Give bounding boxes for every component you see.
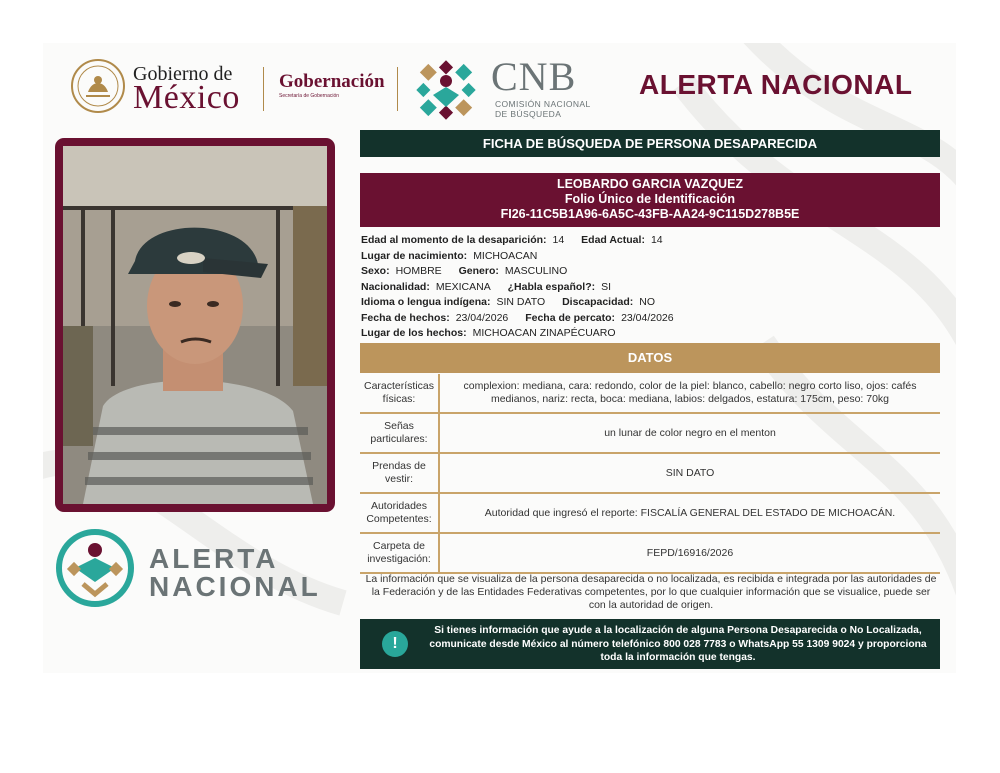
info-value: MICHOACAN ZINAPÉCUARO (472, 327, 616, 339)
header-divider (263, 67, 264, 111)
datos-value: FEPD/16916/2026 (646, 546, 734, 559)
info-row (361, 295, 941, 311)
datos-table (360, 374, 940, 574)
header (43, 43, 956, 133)
cnb-logo-icon (411, 55, 481, 125)
info-label: Lugar de los hechos: (361, 327, 467, 339)
info-label: Edad Actual: (581, 234, 645, 246)
info-label: Sexo: (361, 265, 390, 277)
datos-label: Carpeta de investigación: (360, 534, 440, 572)
info-label: Edad al momento de la desaparición: (361, 234, 547, 246)
contact-banner (360, 619, 940, 669)
folio-value: FI26-11C5B1A96-6A5C-43FB-AA24-9C115D278B5E (500, 207, 800, 221)
info-value: MEXICANA (435, 280, 491, 293)
datos-row (360, 374, 940, 414)
footer-logo-line-1: ALERTA (149, 543, 279, 574)
info-value: 23/04/2026 (621, 311, 674, 324)
datos-label: Autoridades Competentes: (360, 494, 440, 532)
disclaimer-text: La información que se visualiza de la persona desaparecida o no localizada, es recibida e integrada por las autoridades de la Federación y de las Entidades Federativas competentes, por lo que cualquier información que se visualice, puede ser con la autoridad de origen. (365, 573, 937, 611)
person-info (361, 233, 941, 342)
info-value: 14 (650, 234, 663, 246)
datos-row (360, 534, 940, 574)
person-photo-frame (55, 138, 335, 512)
info-label: Genero: (458, 265, 499, 277)
person-name-box (360, 173, 940, 227)
info-label: Idioma o lengua indígena: (361, 296, 491, 308)
info-value: MASCULINO (504, 265, 568, 277)
info-label: Discapacidad: (562, 296, 634, 308)
contact-text: Si tienes información que ayude a la localización de alguna Persona Desaparecida o No Localizada, comunicate desde México al número telefónico 800 028 7783 o WhatsApp 55 1309 9024 y proporciona toda la información que tengas. (429, 625, 927, 663)
info-row (361, 280, 941, 296)
alert-poster (43, 43, 956, 673)
datos-value: complexion: mediana, cara: redondo, color de la piel: blanco, cabello: negro corto liso, ojos: cafés medianos, nariz: recta, boca: mediana, labios: delgados, estatura: 175cm, peso: 70kg (463, 380, 917, 405)
info-value: 23/04/2026 (455, 311, 509, 324)
info-value: SI (601, 280, 612, 293)
person-name: LEOBARDO GARCIA VAZQUEZ (556, 177, 744, 191)
info-row (361, 264, 941, 280)
footer-logo-line-2: NACIONAL (149, 571, 321, 602)
cnb-title: CNB (491, 54, 577, 99)
datos-value: SIN DATO (665, 466, 715, 479)
info-label: Lugar de nacimiento: (361, 249, 468, 262)
info-row (361, 233, 941, 249)
info-label: Nacionalidad: (361, 280, 430, 293)
header-divider (397, 67, 398, 111)
info-label: Fecha de percato: (525, 311, 616, 324)
gobernacion-sub-label: Secretaría de Gobernación (279, 93, 340, 99)
info-row (361, 311, 941, 327)
datos-header: DATOS (360, 343, 940, 373)
gobierno-label: Gobierno de (133, 63, 233, 85)
cnb-subtitle-2: DE BÚSQUEDA (495, 109, 562, 119)
info-value: MICHOACAN (473, 249, 538, 262)
gobernacion-label: Gobernación (279, 71, 385, 92)
datos-row (360, 454, 940, 494)
folio-label: Folio Único de Identificación (564, 192, 736, 206)
info-value: SIN DATO (496, 296, 546, 308)
alerta-nacional-logo-icon (55, 528, 135, 608)
info-label: Fecha de hechos: (361, 311, 450, 324)
mexico-seal-icon (70, 58, 126, 114)
mexico-label: México (133, 79, 240, 116)
alerta-nacional-title: ALERTA NACIONAL (639, 69, 913, 100)
datos-row (360, 414, 940, 454)
datos-label: Características físicas: (360, 374, 440, 412)
info-value: 14 (552, 234, 565, 246)
info-value: HOMBRE (395, 265, 442, 277)
info-value: NO (639, 296, 656, 308)
ficha-title-bar: FICHA DE BÚSQUEDA DE PERSONA DESAPARECIDA (360, 130, 940, 157)
cnb-subtitle-1: COMISIÓN NACIONAL (495, 99, 591, 109)
datos-value: Autoridad que ingresó el reporte: FISCALÍA GENERAL DEL ESTADO DE MICHOACÁN. (484, 506, 896, 519)
datos-row (360, 494, 940, 534)
datos-value: un lunar de color negro en el menton (604, 426, 776, 439)
info-row (361, 326, 941, 342)
alert-exclamation-icon: ! (382, 631, 408, 657)
datos-label: Prendas de vestir: (360, 454, 440, 492)
datos-label: Señas particulares: (360, 414, 440, 452)
info-row (361, 249, 941, 265)
info-label: ¿Habla español?: (507, 280, 596, 293)
person-photo (63, 146, 327, 504)
